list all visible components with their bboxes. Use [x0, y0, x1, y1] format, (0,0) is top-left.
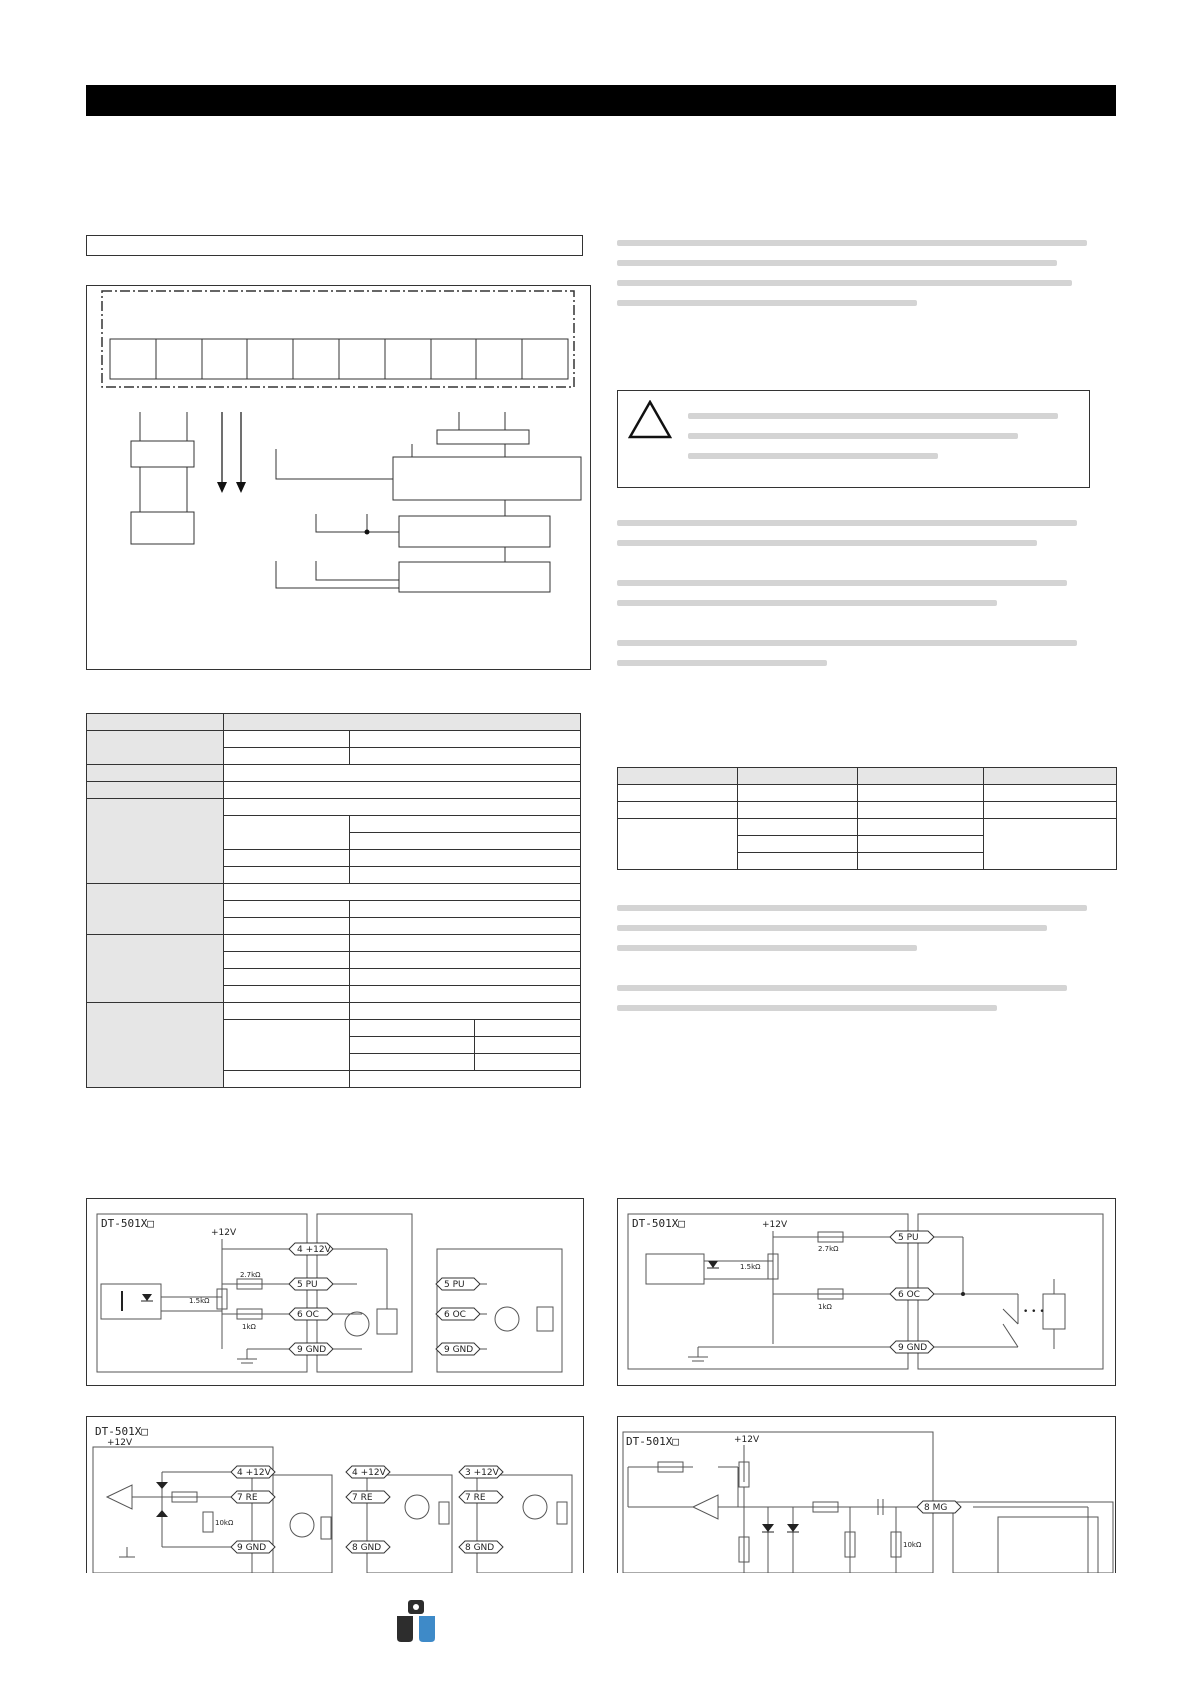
model-label: DT-501X□: [626, 1435, 679, 1448]
table-row: [618, 802, 1117, 819]
text-line: [617, 945, 917, 951]
text-line: [617, 660, 827, 666]
text-line: [688, 453, 938, 459]
text-line: [617, 280, 1072, 286]
terminal-6-label: 6 OC: [898, 1290, 920, 1300]
v12-label: +12V: [211, 1228, 237, 1238]
circuit-diagram-1: [86, 1198, 584, 1386]
v12-label: +12V: [107, 1438, 133, 1448]
resistor-label: 1.5kΩ: [189, 1297, 210, 1305]
table-row: [87, 714, 581, 731]
circuit-diagram-3: [86, 1416, 584, 1573]
circuit-1-svg: [87, 1199, 583, 1385]
terminal-4-label: 4 +12V: [297, 1245, 331, 1255]
text-line: [688, 413, 1058, 419]
terminal-8-label: 8 GND: [465, 1543, 495, 1553]
io-table: [617, 767, 1117, 870]
resistor-label: 1kΩ: [242, 1323, 256, 1331]
text-line: [617, 240, 1087, 246]
warning-icon: [628, 400, 672, 440]
table-row: [618, 768, 1117, 785]
circuit-diagram-2: [617, 1198, 1116, 1386]
terminal-9-label: 9 GND: [237, 1543, 267, 1553]
right-column-text: [617, 240, 1117, 370]
text-line: [617, 260, 1057, 266]
terminal-5-label: 5 PU: [444, 1280, 465, 1290]
terminal-7-label: 7 RE: [465, 1493, 486, 1503]
table-row: [87, 884, 581, 901]
text-line: [617, 925, 1047, 931]
text-line: [688, 433, 1018, 439]
model-label: DT-501X□: [101, 1217, 154, 1230]
resistor-label: 1.5kΩ: [740, 1263, 761, 1271]
table-row: [87, 782, 581, 799]
circuit-3-svg: [87, 1417, 583, 1573]
resistor-label: 2.7kΩ: [240, 1271, 261, 1279]
text-line: [617, 905, 1087, 911]
text-line: [617, 1005, 997, 1011]
terminal-8-label: 8 MG: [924, 1503, 948, 1513]
terminal-4-label: 4 +12V: [352, 1468, 386, 1478]
terminal-8-label: 8 GND: [352, 1543, 382, 1553]
terminal-5-label: 5 PU: [297, 1280, 318, 1290]
terminal-9-label: 9 GND: [444, 1345, 474, 1355]
page-title-bar: [86, 85, 1116, 116]
table-row: [618, 785, 1117, 802]
caution-box: [617, 390, 1090, 488]
table-row: [87, 799, 581, 816]
text-line: [617, 520, 1077, 526]
v12-label: +12V: [762, 1220, 788, 1230]
block-diagram: [87, 286, 590, 669]
table-row: [87, 1003, 581, 1020]
dots-label: • • •: [1023, 1307, 1045, 1317]
text-line: [617, 580, 1067, 586]
section-label-box: [86, 235, 583, 256]
terminal-9-label: 9 GND: [297, 1345, 327, 1355]
circuit-2-svg: [618, 1199, 1115, 1385]
terminal-9-label: 9 GND: [898, 1343, 928, 1353]
footer-logo: [393, 1600, 443, 1644]
text-line: [617, 300, 917, 306]
resistor-label: 10kΩ: [903, 1541, 922, 1549]
table-row: [618, 819, 1117, 836]
right-column-text-2: [617, 520, 1117, 720]
model-label: DT-501X□: [95, 1425, 148, 1438]
text-line: [617, 985, 1067, 991]
resistor-label: 1kΩ: [818, 1303, 832, 1311]
terminal-6-label: 6 OC: [444, 1310, 466, 1320]
logo-icon: [393, 1600, 443, 1644]
terminal-7-label: 7 RE: [237, 1493, 258, 1503]
text-line: [617, 600, 997, 606]
model-label: DT-501X□: [632, 1217, 685, 1230]
terminal-7-label: 7 RE: [352, 1493, 373, 1503]
circuit-diagram-4: [617, 1416, 1116, 1573]
table-row: [87, 731, 581, 748]
circuit-4-svg: [618, 1417, 1115, 1573]
terminal-5-label: 5 PU: [898, 1233, 919, 1243]
right-column-text-3: [617, 905, 1117, 1065]
resistor-label: 10kΩ: [215, 1519, 234, 1527]
v12-label: +12V: [734, 1435, 760, 1445]
block-diagram-frame: [86, 285, 591, 670]
text-line: [617, 540, 1037, 546]
terminal-4-label: 4 +12V: [237, 1468, 271, 1478]
text-line: [617, 640, 1077, 646]
resistor-label: 2.7kΩ: [818, 1245, 839, 1253]
table-row: [87, 765, 581, 782]
table-row: [87, 935, 581, 952]
terminal-6-label: 6 OC: [297, 1310, 319, 1320]
terminal-block: [110, 339, 568, 379]
spec-table: [86, 713, 581, 1088]
terminal-3-label: 3 +12V: [465, 1468, 499, 1478]
